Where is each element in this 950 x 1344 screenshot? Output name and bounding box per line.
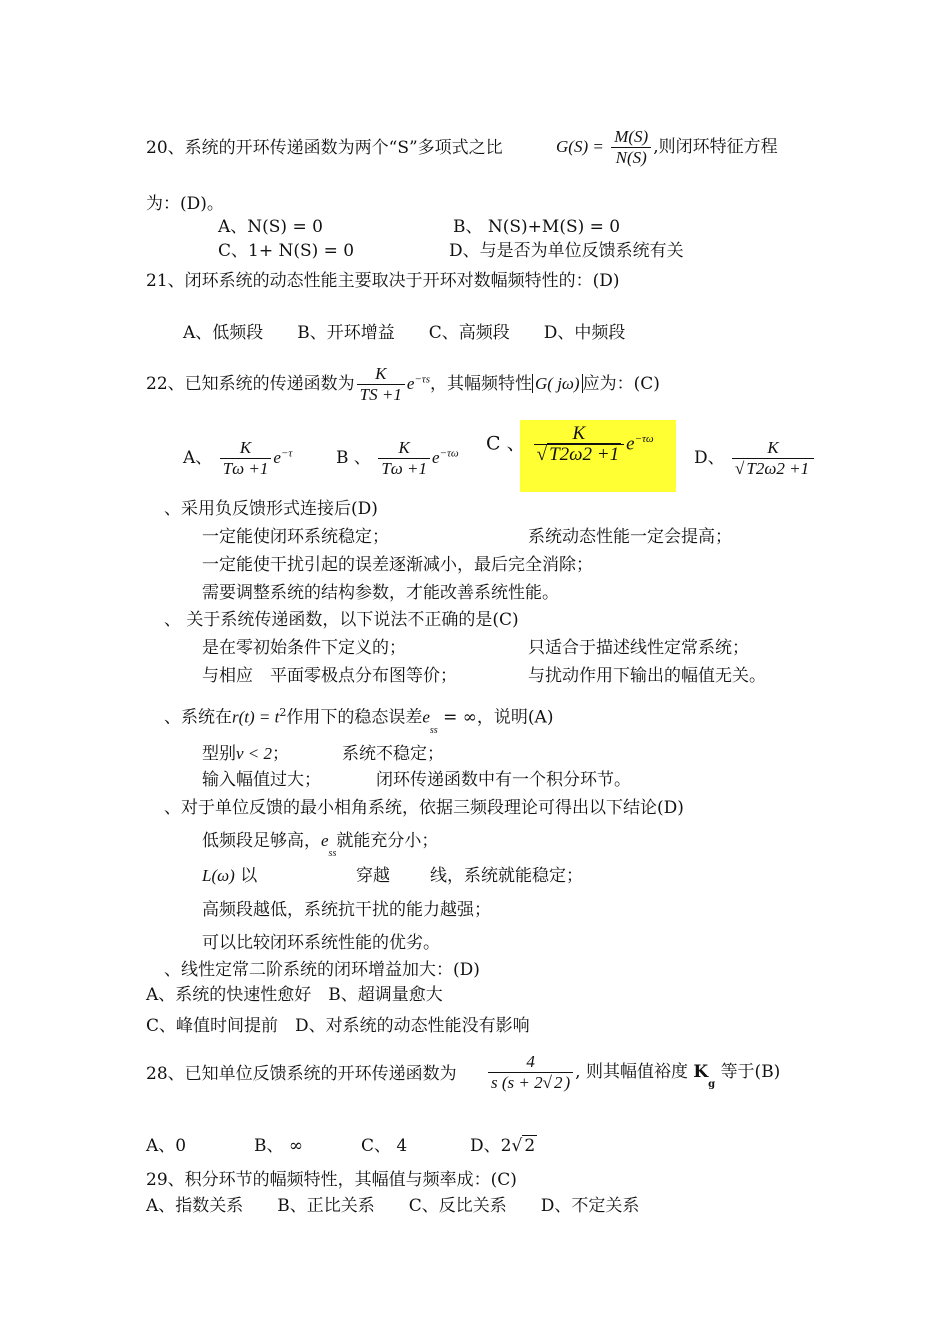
q26-stem: 、对于单位反馈的最小相角系统，依据三频段理论可得出以下结论(D) [164, 798, 684, 818]
q25-option-a: 型别v < 2； [202, 744, 290, 764]
q20-option-c: C、1+ N(S) = 0 [218, 241, 355, 261]
q28-option-b: B、 ∞ [254, 1136, 304, 1156]
q21-options: A、低频段 B、开环增益 C、高频段 D、中频段 [183, 323, 626, 343]
q24-option-a: 是在零初始条件下定义的； [202, 638, 406, 658]
q23-option-b: 系统动态性能一定会提高； [528, 527, 732, 547]
q26-option-c: 高频段越低，系统抗干扰的能力越强； [202, 900, 491, 920]
q28-option-d: D、2√ 2 [470, 1136, 536, 1156]
q24-option-b: 只适合于描述线性定常系统； [528, 638, 749, 658]
q27-stem: 、线性定常二阶系统的闭环增益加大：(D) [164, 960, 480, 980]
q25-option-c: 输入幅值过大； [202, 770, 321, 790]
q26-option-a: 低频段足够高，$e_{ss}$就能充分小； [202, 831, 439, 859]
q26-option-b: L(ω) 以 [202, 866, 258, 886]
q23-option-d: 需要调整系统的结构参数，才能改善系统性能。 [202, 583, 559, 603]
q27-options-cd: C、峰值时间提前 D、对系统的动态性能没有影响 [146, 1016, 530, 1036]
q21-stem: 21、闭环系统的动态性能主要取决于开环对数幅频特性的：(D) [146, 271, 620, 291]
q28-option-c: C、 4 [361, 1136, 408, 1156]
q28-stem: 28、已知单位反馈系统的开环传递函数为 [146, 1064, 457, 1084]
q24-option-c: 与相应 平面零极点分布图等价； [202, 666, 457, 686]
q28-option-a: A、0 [146, 1136, 187, 1156]
q20-option-d: D、与是否为单位反馈系统有关 [449, 241, 684, 261]
q22-stem: 22、已知系统的传递函数为 $\frac{K}{TS +1}$ $e^{-\tau s}$，其幅频特性 G( jω) 应为：(C) [146, 364, 660, 404]
q24-option-d: 与扰动作用下输出的幅值无关。 [528, 666, 766, 686]
q23-option-a: 一定能使闭环系统稳定； [202, 527, 389, 547]
q22-option-b: B 、 $\frac{K}{T\omega +1}$ $e^{-\tau\omega}$ [336, 438, 459, 478]
q23-option-c: 一定能使干扰引起的误差逐渐减小，最后完全消除； [202, 555, 593, 575]
q22-option-c: C 、 $\frac{K}{√ T2\omega 2 +1}$ $e^{-\tau\omega}$ [486, 423, 654, 465]
q26-option-b-tail: 线，系统就能稳定； [430, 866, 583, 886]
q27-options-ab: A、系统的快速性愈好 B、超调量愈大 [146, 985, 443, 1005]
q20-stem-cont: 为：(D)。 [146, 194, 224, 214]
q29-stem: 29、积分环节的幅频特性，其幅值与频率成：(C) [146, 1170, 517, 1190]
q29-options: A、指数关系 B、正比关系 C、反比关系 D、不定关系 [146, 1196, 640, 1216]
q20-stem: 20、系统的开环传递函数为两个“S”多项式之比 [146, 138, 503, 158]
q23-stem: 、采用负反馈形式连接后(D) [164, 499, 378, 519]
q24-stem: 、 关于系统传递函数，以下说法不正确的是(C) [164, 610, 519, 630]
q28-formula: $\frac{4}{s (s + 2√ 2 )}$ , 则其幅值裕度 $K_g$ 等于(B) [486, 1052, 780, 1093]
q26-option-d: 可以比较闭环系统性能的优劣。 [202, 933, 440, 953]
q20-option-a: A、N(S) = 0 [218, 217, 323, 237]
q22-option-d: D、 $\frac{K}{√ T2\omega 2 +1}$ [694, 438, 816, 479]
q25-option-b: 系统不稳定； [342, 744, 444, 764]
q25-stem: 、系统在$r(t) = t^2$作用下的稳态误差$e_{ss}$ = ∞，说明(A) [164, 706, 554, 736]
q20-option-b: B、 N(S)+M(S) = 0 [453, 217, 621, 237]
q25-option-d: 闭环传递函数中有一个积分环节。 [376, 770, 631, 790]
q26-option-b-cont: 穿越 [356, 866, 390, 886]
q20-formula: G(S) = $\frac{M(S)}{N(S)}$ ,则闭环特征方程 [556, 127, 778, 167]
q22-option-a: A、 $\frac{K}{T\omega +1}$ $e^{-\tau}$ [183, 438, 293, 478]
